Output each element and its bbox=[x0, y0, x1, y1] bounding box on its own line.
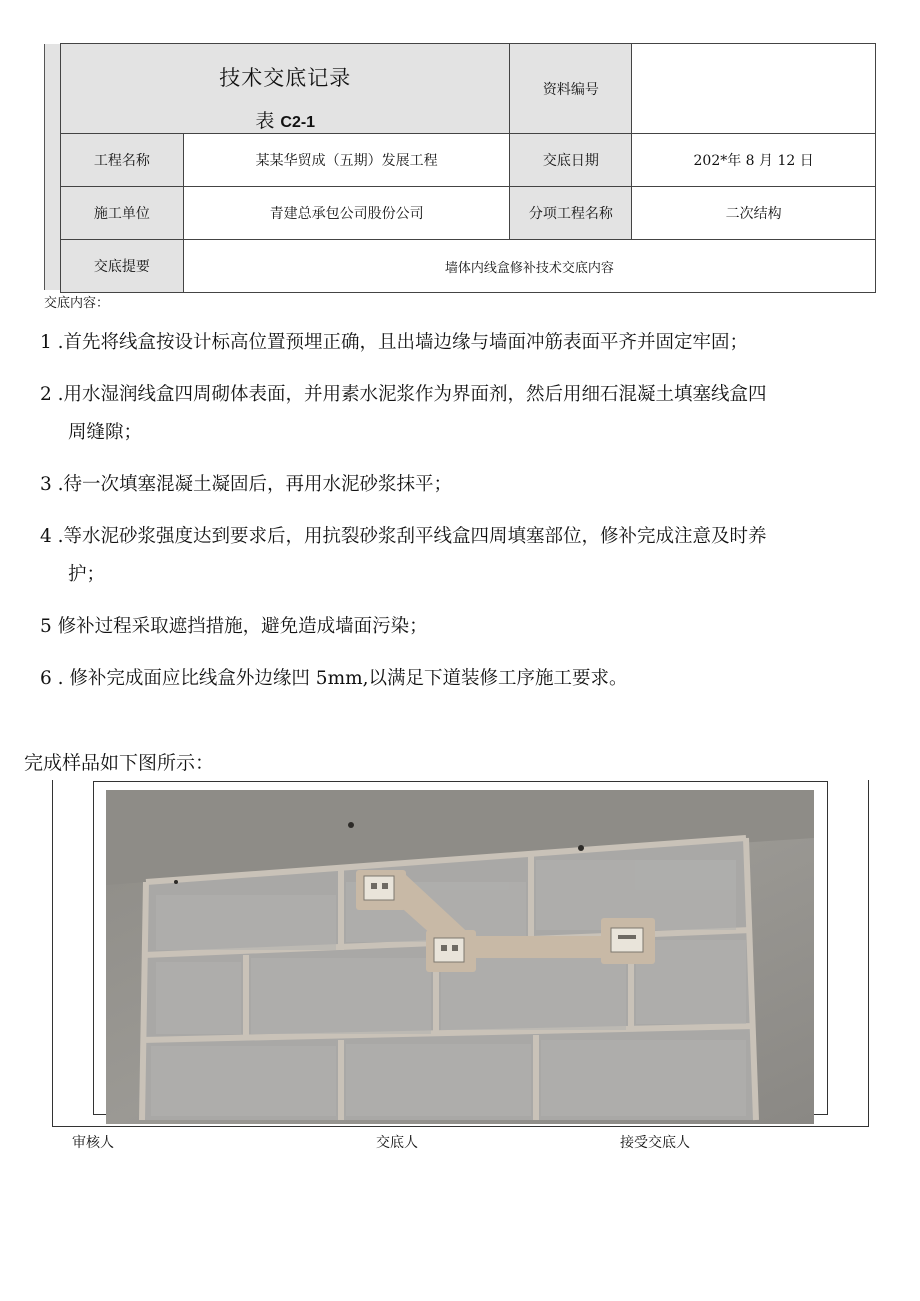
sample-photo bbox=[106, 790, 814, 1124]
list-item: 1 .首先将线盒按设计标高位置预埋正确，且出墙边缘与墙面冲筋表面平齐并固定牢固； bbox=[40, 332, 749, 353]
title-cell bbox=[61, 44, 510, 134]
list-item: 5 修补过程采取遮挡措施，避免造成墙面污染； bbox=[40, 616, 428, 637]
content-list bbox=[40, 330, 900, 718]
list-item: 6 . 修补完成面应比线盒外边缘凹 5mm,以满足下道装修工序施工要求。 bbox=[40, 668, 628, 689]
list-item: 2 .用水湿润线盒四周砌体表面，并用素水泥浆作为界面剂，然后用细石混凝土填塞线盒四 bbox=[40, 384, 767, 405]
discloser-label: 交底人 bbox=[376, 1135, 418, 1151]
list-item-continuation: 周缝隙； bbox=[68, 422, 143, 443]
company-label: 施工单位 bbox=[61, 187, 184, 240]
list-item: 4 .等水泥砂浆强度达到要求后，用抗裂砂浆刮平线盒四周填塞部位，修补完成注意及时养 bbox=[40, 526, 767, 547]
summary-value: 墙体内线盒修补技术交底内容 bbox=[183, 240, 875, 293]
content-label: 交底内容： bbox=[44, 296, 110, 311]
doc-no-label: 资料编号 bbox=[510, 44, 632, 134]
receiver-label: 接受交底人 bbox=[620, 1135, 690, 1151]
doc-no-value bbox=[632, 44, 876, 134]
company-value: 青建总承包公司股份公司 bbox=[183, 187, 510, 240]
list-item-continuation: 护； bbox=[68, 564, 106, 585]
page-title: 技术交底记录 bbox=[219, 66, 352, 90]
header-side-strip bbox=[44, 44, 61, 290]
sample-title: 完成样品如下图所示： bbox=[24, 752, 215, 774]
project-label: 工程名称 bbox=[61, 134, 184, 187]
date-label: 交底日期 bbox=[510, 134, 632, 187]
sub-value: 二次结构 bbox=[632, 187, 876, 240]
sub-label: 分项工程名称 bbox=[510, 187, 632, 240]
summary-label: 交底提要 bbox=[61, 240, 184, 293]
form-code: 表 C2-1 bbox=[255, 110, 316, 132]
date-value: 202*年 8 月 12 日 bbox=[632, 134, 876, 187]
project-value: 某某华贸成（五期）发展工程 bbox=[183, 134, 510, 187]
reviewer-label: 审核人 bbox=[72, 1135, 114, 1151]
header-table bbox=[60, 43, 876, 293]
list-item: 3 .待一次填塞混凝土凝固后，再用水泥砂浆抹平； bbox=[40, 474, 453, 495]
